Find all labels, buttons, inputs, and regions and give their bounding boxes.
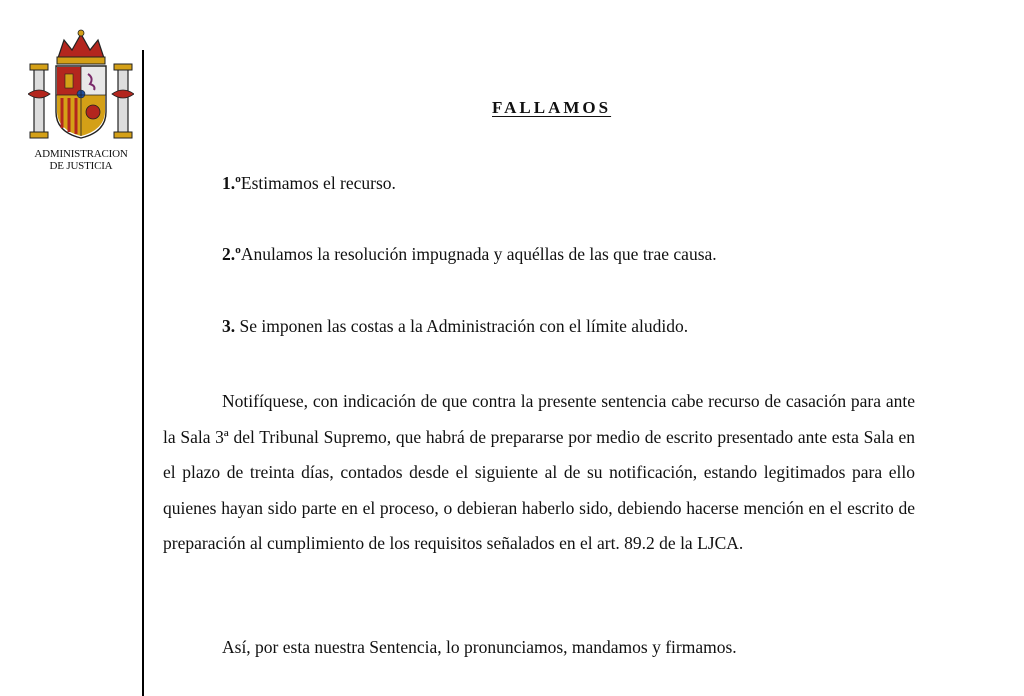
margin-rule [142, 50, 144, 696]
closing-statement: Así, por esta nuestra Sentencia, lo pronunciamos, mandamos y firmamos. [222, 637, 737, 657]
ruling-item-3 [222, 316, 688, 337]
ruling-item-1-number: 1.º [222, 173, 241, 193]
ruling-item-2 [222, 244, 717, 265]
notification-paragraph: Notifíquese, con indicación de que contra la presente sentencia cabe recurso de casación para ante la Sala 3ª del Tribunal Supremo, que habrá de prepararse por medio de escrito presentado ante esta Sala en el plazo de treinta días, contados desde el siguiente al de su notificación, estando legitimados para ello quienes hayan sido parte en el proceso, o debieran haberlo sido, debiendo hacerse mención en el escrito de preparación al cumplimiento de los requisitos señalados en el art. 89.2 de la LJCA. [163, 391, 915, 553]
emblem-caption-line2: DE JUSTICIA [49, 160, 113, 172]
ruling-item-1-text: Estimamos el recurso. [240, 173, 396, 193]
ruling-item-3-text: Se imponen las costas a la Administración con el límite aludido. [235, 316, 689, 336]
emblem-caption-line1: ADMINISTRACION [34, 148, 128, 160]
emblem-caption [22, 148, 140, 172]
ruling-item-3-number: 3. [222, 316, 236, 336]
ruling-item-2-number: 2.º [222, 244, 241, 264]
document-heading: FALLAMOS [492, 98, 612, 117]
coat-of-arms-emblem [22, 28, 140, 178]
ruling-item-1 [222, 173, 396, 194]
ruling-item-2-text: Anulamos la resolución impugnada y aquéllas de las que trae causa. [240, 244, 717, 264]
coat-of-arms-icon [28, 28, 134, 146]
